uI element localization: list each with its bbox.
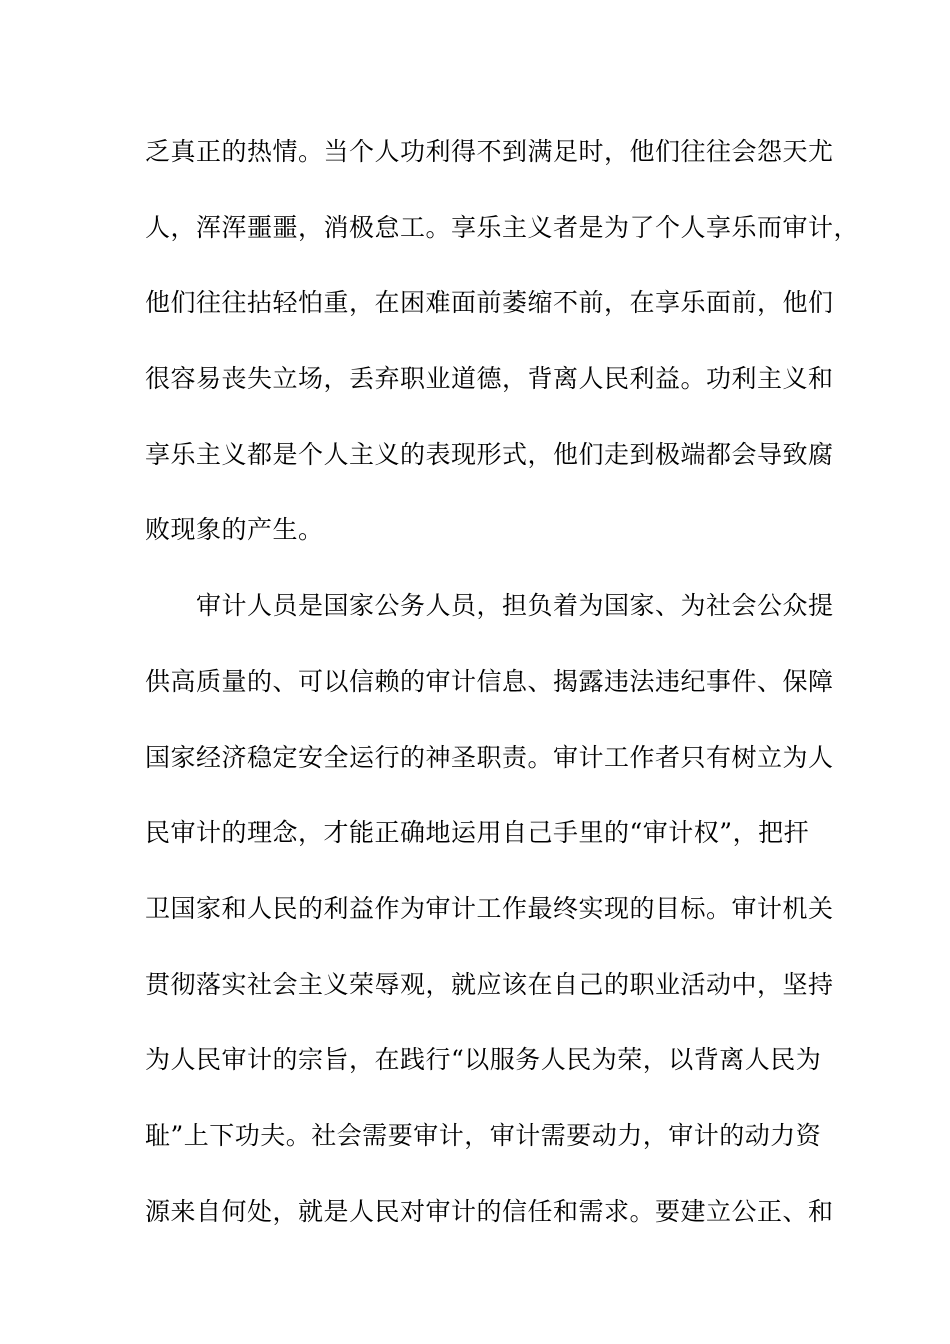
- text-line: 国家经济稳定安全运行的神圣职责。审计工作者只有树立为人: [145, 742, 834, 772]
- text-line: 为人民审计的宗旨，在践行“以服务人民为荣，以背离人民为: [145, 1045, 822, 1075]
- text-line: 乏真正的热情。当个人功利得不到满足时，他们往往会怨天尤: [145, 137, 834, 166]
- text-line: 享乐主义都是个人主义的表现形式，他们走到极端都会导致腐: [145, 439, 834, 469]
- text-line: 人，浑浑噩噩，消极怠工。享乐主义者是为了个人享乐而审计，: [145, 212, 860, 242]
- text-line: 卫国家和人民的利益作为审计工作最终实现的目标。审计机关: [145, 893, 834, 923]
- text-line: 贯彻落实社会主义荣辱观，就应该在自己的职业活动中，坚持: [145, 969, 834, 999]
- text-line: 审计人员是国家公务人员，担负着为国家、为社会公众提: [145, 591, 834, 621]
- text-line: 供高质量的、可以信赖的审计信息、揭露违法违纪事件、保障: [145, 666, 834, 696]
- text-line: 源来自何处，就是人民对审计的信任和需求。要建立公正、和: [145, 1196, 834, 1226]
- text-line: 耻”上下功夫。社会需要审计，审计需要动力，审计的动力资: [145, 1120, 822, 1150]
- text-line: 很容易丧失立场，丢弃职业道德，背离人民利益。功利主义和: [145, 364, 834, 394]
- body-text: [145, 131, 860, 1266]
- text-line: 民审计的理念，才能正确地运用自己手里的“审计权”，把扞: [145, 818, 810, 848]
- text-line: 他们往往拈轻怕重，在困难面前萎缩不前，在享乐面前，他们: [145, 288, 834, 318]
- text-line: 败现象的产生。: [145, 515, 324, 545]
